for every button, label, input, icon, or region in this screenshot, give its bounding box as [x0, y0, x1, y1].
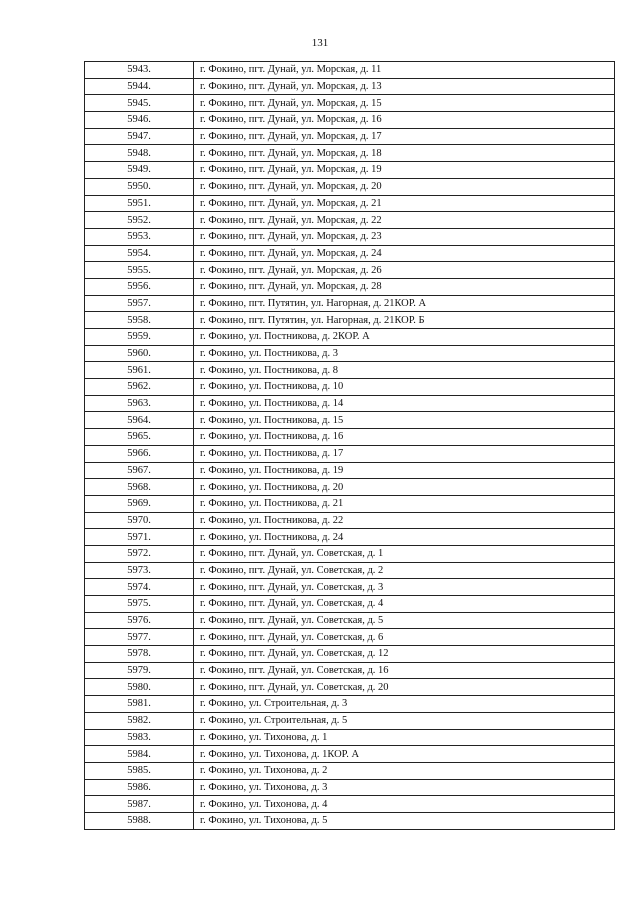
row-number: 5957. [85, 295, 194, 312]
row-number: 5979. [85, 662, 194, 679]
row-number: 5984. [85, 746, 194, 763]
table-row [85, 796, 615, 813]
address-table-body [85, 62, 615, 830]
table-row [85, 646, 615, 663]
table-row [85, 629, 615, 646]
row-address: г. Фокино, пгт. Дунай, ул. Морская, д. 20 [194, 178, 615, 195]
row-address: г. Фокино, ул. Тихонова, д. 3 [194, 779, 615, 796]
row-address: г. Фокино, пгт. Дунай, ул. Морская, д. 26 [194, 262, 615, 279]
table-row [85, 78, 615, 95]
table-row [85, 729, 615, 746]
table-row [85, 412, 615, 429]
row-number: 5978. [85, 646, 194, 663]
row-address: г. Фокино, ул. Постникова, д. 16 [194, 429, 615, 446]
table-row [85, 245, 615, 262]
row-address: г. Фокино, ул. Постникова, д. 15 [194, 412, 615, 429]
row-number: 5953. [85, 228, 194, 245]
table-row [85, 395, 615, 412]
table-row [85, 679, 615, 696]
table-row [85, 445, 615, 462]
row-address: г. Фокино, ул. Тихонова, д. 1КОР. А [194, 746, 615, 763]
row-number: 5948. [85, 145, 194, 162]
row-number: 5974. [85, 579, 194, 596]
row-number: 5944. [85, 78, 194, 95]
row-address: г. Фокино, пгт. Дунай, ул. Морская, д. 11 [194, 62, 615, 79]
table-row [85, 696, 615, 713]
row-number: 5973. [85, 562, 194, 579]
row-number: 5987. [85, 796, 194, 813]
row-number: 5975. [85, 596, 194, 613]
row-address: г. Фокино, ул. Постникова, д. 14 [194, 395, 615, 412]
row-number: 5951. [85, 195, 194, 212]
row-address: г. Фокино, пгт. Путятин, ул. Нагорная, д. 21КОР. А [194, 295, 615, 312]
row-number: 5968. [85, 479, 194, 496]
row-address: г. Фокино, пгт. Дунай, ул. Советская, д. 1 [194, 545, 615, 562]
row-number: 5961. [85, 362, 194, 379]
table-row [85, 329, 615, 346]
table-row [85, 762, 615, 779]
row-address: г. Фокино, ул. Постникова, д. 2КОР. А [194, 329, 615, 346]
table-row [85, 596, 615, 613]
row-address: г. Фокино, ул. Постникова, д. 8 [194, 362, 615, 379]
row-address: г. Фокино, пгт. Дунай, ул. Морская, д. 15 [194, 95, 615, 112]
row-address: г. Фокино, пгт. Дунай, ул. Морская, д. 19 [194, 162, 615, 179]
table-row [85, 529, 615, 546]
table-row [85, 712, 615, 729]
row-address: г. Фокино, ул. Постникова, д. 20 [194, 479, 615, 496]
table-row [85, 278, 615, 295]
table-row [85, 195, 615, 212]
row-address: г. Фокино, пгт. Дунай, ул. Морская, д. 28 [194, 278, 615, 295]
row-number: 5972. [85, 545, 194, 562]
row-number: 5956. [85, 278, 194, 295]
row-address: г. Фокино, пгт. Дунай, ул. Советская, д. 20 [194, 679, 615, 696]
row-address: г. Фокино, пгт. Дунай, ул. Советская, д. 12 [194, 646, 615, 663]
row-number: 5943. [85, 62, 194, 79]
table-row [85, 812, 615, 829]
row-address: г. Фокино, пгт. Дунай, ул. Морская, д. 22 [194, 212, 615, 229]
table-row [85, 345, 615, 362]
row-number: 5963. [85, 395, 194, 412]
row-number: 5967. [85, 462, 194, 479]
row-number: 5965. [85, 429, 194, 446]
table-row [85, 746, 615, 763]
row-address: г. Фокино, ул. Строительная, д. 3 [194, 696, 615, 713]
row-address: г. Фокино, пгт. Дунай, ул. Морская, д. 21 [194, 195, 615, 212]
row-number: 5958. [85, 312, 194, 329]
row-number: 5949. [85, 162, 194, 179]
row-address: г. Фокино, ул. Тихонова, д. 1 [194, 729, 615, 746]
row-number: 5966. [85, 445, 194, 462]
row-address: г. Фокино, пгт. Дунай, ул. Морская, д. 18 [194, 145, 615, 162]
row-address: г. Фокино, ул. Тихонова, д. 2 [194, 762, 615, 779]
table-row [85, 312, 615, 329]
table-row [85, 545, 615, 562]
row-number: 5971. [85, 529, 194, 546]
row-number: 5976. [85, 612, 194, 629]
table-row [85, 612, 615, 629]
table-row [85, 178, 615, 195]
row-address: г. Фокино, пгт. Дунай, ул. Морская, д. 23 [194, 228, 615, 245]
row-address: г. Фокино, ул. Постникова, д. 17 [194, 445, 615, 462]
row-number: 5945. [85, 95, 194, 112]
row-number: 5985. [85, 762, 194, 779]
table-row [85, 362, 615, 379]
table-row [85, 145, 615, 162]
table-row [85, 62, 615, 79]
row-number: 5969. [85, 495, 194, 512]
row-number: 5962. [85, 379, 194, 396]
table-row [85, 262, 615, 279]
row-address: г. Фокино, ул. Постникова, д. 19 [194, 462, 615, 479]
table-row [85, 295, 615, 312]
row-number: 5988. [85, 812, 194, 829]
row-number: 5964. [85, 412, 194, 429]
table-row [85, 228, 615, 245]
row-address: г. Фокино, ул. Постникова, д. 24 [194, 529, 615, 546]
row-address: г. Фокино, ул. Постникова, д. 10 [194, 379, 615, 396]
row-number: 5980. [85, 679, 194, 696]
row-number: 5946. [85, 112, 194, 129]
table-row [85, 212, 615, 229]
page-number: 131 [311, 37, 329, 49]
address-table [84, 61, 615, 830]
table-row [85, 662, 615, 679]
row-number: 5952. [85, 212, 194, 229]
row-number: 5981. [85, 696, 194, 713]
row-address: г. Фокино, ул. Строительная, д. 5 [194, 712, 615, 729]
row-address: г. Фокино, пгт. Дунай, ул. Морская, д. 13 [194, 78, 615, 95]
table-row [85, 562, 615, 579]
row-address: г. Фокино, пгт. Дунай, ул. Советская, д. 3 [194, 579, 615, 596]
row-address: г. Фокино, пгт. Дунай, ул. Советская, д. 6 [194, 629, 615, 646]
row-address: г. Фокино, пгт. Дунай, ул. Морская, д. 16 [194, 112, 615, 129]
table-row [85, 429, 615, 446]
table-row [85, 112, 615, 129]
row-address: г. Фокино, пгт. Дунай, ул. Советская, д. 4 [194, 596, 615, 613]
table-row [85, 779, 615, 796]
row-number: 5970. [85, 512, 194, 529]
row-address: г. Фокино, пгт. Путятин, ул. Нагорная, д. 21КОР. Б [194, 312, 615, 329]
row-number: 5955. [85, 262, 194, 279]
table-row [85, 95, 615, 112]
table-row [85, 128, 615, 145]
row-number: 5983. [85, 729, 194, 746]
row-address: г. Фокино, пгт. Дунай, ул. Советская, д. 2 [194, 562, 615, 579]
row-address: г. Фокино, ул. Тихонова, д. 4 [194, 796, 615, 813]
row-address: г. Фокино, ул. Тихонова, д. 5 [194, 812, 615, 829]
row-number: 5959. [85, 329, 194, 346]
table-row [85, 162, 615, 179]
table-row [85, 479, 615, 496]
row-address: г. Фокино, ул. Постникова, д. 3 [194, 345, 615, 362]
row-address: г. Фокино, пгт. Дунай, ул. Морская, д. 17 [194, 128, 615, 145]
row-number: 5947. [85, 128, 194, 145]
row-number: 5950. [85, 178, 194, 195]
row-number: 5977. [85, 629, 194, 646]
table-row [85, 512, 615, 529]
row-address: г. Фокино, пгт. Дунай, ул. Советская, д. 5 [194, 612, 615, 629]
table-row [85, 579, 615, 596]
row-address: г. Фокино, ул. Постникова, д. 21 [194, 495, 615, 512]
row-address: г. Фокино, пгт. Дунай, ул. Морская, д. 24 [194, 245, 615, 262]
row-address: г. Фокино, пгт. Дунай, ул. Советская, д. 16 [194, 662, 615, 679]
row-number: 5954. [85, 245, 194, 262]
row-number: 5960. [85, 345, 194, 362]
table-row [85, 379, 615, 396]
table-row [85, 462, 615, 479]
row-number: 5986. [85, 779, 194, 796]
table-row [85, 495, 615, 512]
row-address: г. Фокино, ул. Постникова, д. 22 [194, 512, 615, 529]
row-number: 5982. [85, 712, 194, 729]
